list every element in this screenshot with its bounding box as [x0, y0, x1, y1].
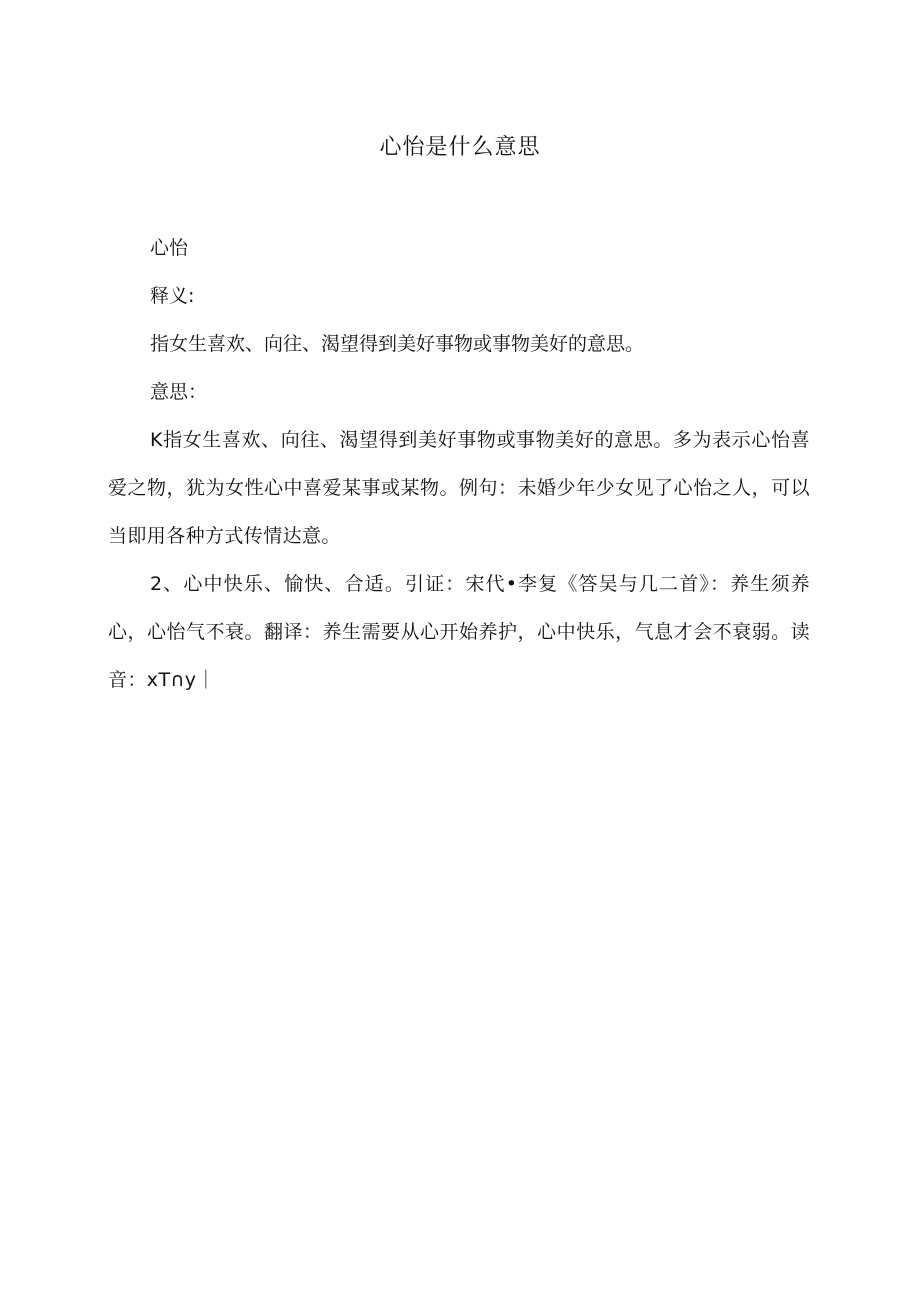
definition-label: 释义: [150, 285, 195, 307]
meaning-paragraph-1: K指女生喜欢、向往、渴望得到美好事物或事物美好的意思。多为表示心怡喜爱之物，犹为女性心中喜爱某事或某物。例句：未婚少年少女见了心怡之人，可以当即用各种方式传情达意。 [108, 429, 810, 547]
meaning-label: 意思： [150, 381, 208, 403]
meaning-paragraph-2: 2、心中快乐、愉快、合适。引证：宋代•李复《答吴与几二首》：养生须养心，心怡气不衰。翻译：养生需要从心开始养护，心中快乐，气息才会不衰弱。读音：xT∩y｜ [108, 573, 810, 691]
document-body [108, 224, 810, 704]
term-heading: 心怡 [150, 237, 189, 259]
definition-text: 指女生喜欢、向往、渴望得到美好事物或事物美好的意思。 [150, 333, 645, 355]
document-title: 心怡是什么意思 [379, 135, 541, 160]
